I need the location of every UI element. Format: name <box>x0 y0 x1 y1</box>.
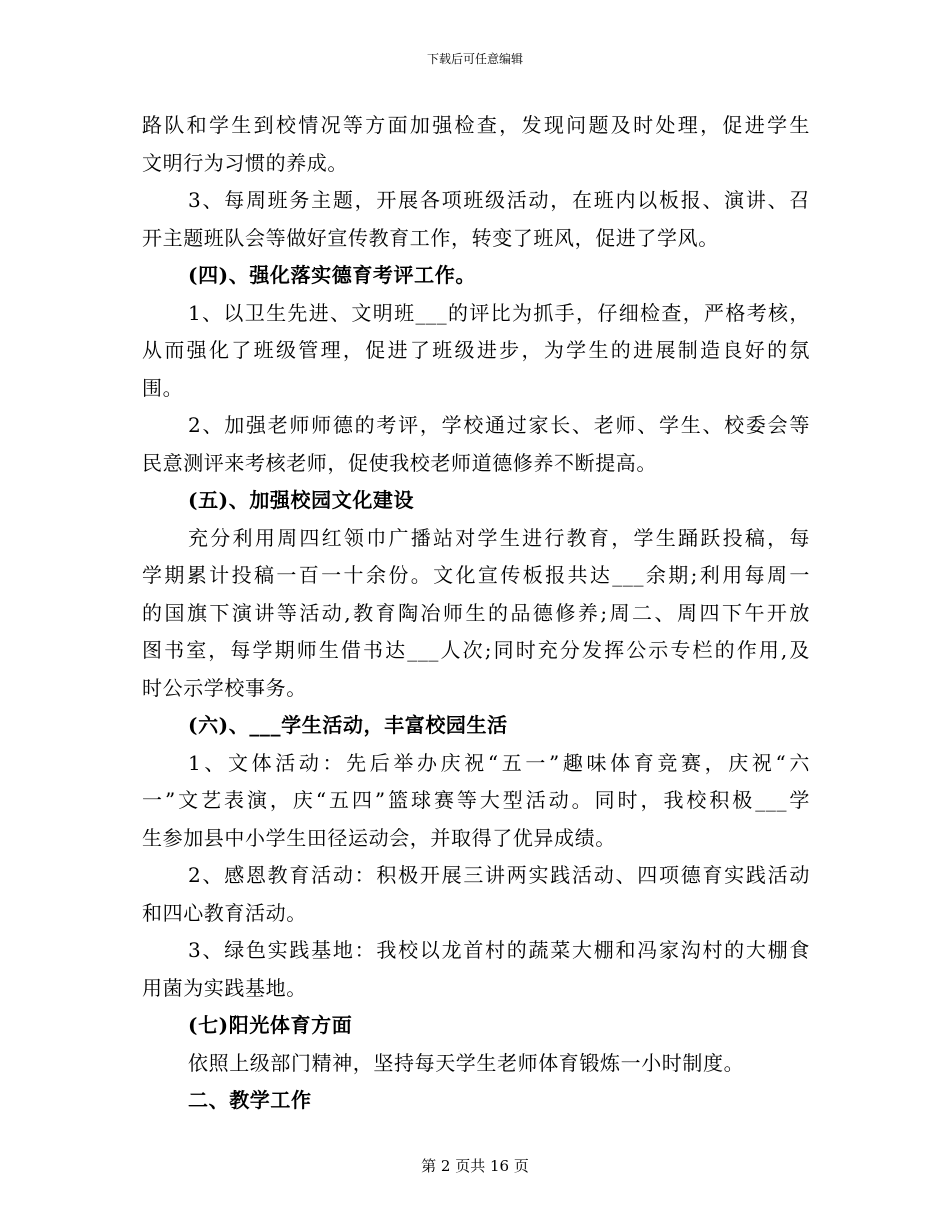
body-line: 1、文体活动：先后举办庆祝“五一”趣味体育竞赛，庆祝“六 <box>188 750 810 775</box>
body-line: 文明行为习惯的养成。 <box>142 150 348 175</box>
body-line: 2、感恩教育活动：积极开展三讲两实践活动、四项德育实践活动 <box>188 863 810 887</box>
body-line: 和四心教育活动。 <box>142 900 307 925</box>
page-header: 下载后可任意编辑 <box>426 52 523 66</box>
body-line: 充分利用周四红领巾广播站对学生进行教育，学生踊跃投稿，每 <box>188 525 810 550</box>
body-line: 用菌为实践基地。 <box>142 975 307 1000</box>
body-line: 围。 <box>142 375 184 400</box>
body-line: 的国旗下演讲等活动,教育陶冶师生的品德修养;周二、周四下午开放 <box>142 600 810 625</box>
body-line: 一”文艺表演，庆“五四”篮球赛等大型活动。同时，我校积极___学 <box>142 788 810 812</box>
body-line: 3、绿色实践基地：我校以龙首村的蔬菜大棚和冯家沟村的大棚食 <box>188 938 810 962</box>
body-line: 开主题班队会等做好宣传教育工作，转变了班风，促进了学风。 <box>142 225 719 250</box>
body-line: 民意测评来考核老师，促使我校老师道德修养不断提高。 <box>142 450 657 475</box>
body-line: 依照上级部门精神，坚持每天学生老师体育锻炼一小时制度。 <box>188 1050 745 1075</box>
body-line: 时公示学校事务。 <box>142 675 307 700</box>
section-heading: (六)、___学生活动，丰富校园生活 <box>188 713 508 737</box>
body-line: 学期累计投稿一百一十余份。文化宣传板报共达___余期;利用每周一 <box>142 563 810 587</box>
document-body <box>142 107 810 1120</box>
body-line: 从而强化了班级管理，促进了班级进步，为学生的进展制造良好的氛 <box>142 338 810 362</box>
body-line: 3、每周班务主题，开展各项班级活动，在班内以板报、演讲、召 <box>188 188 810 212</box>
chapter-heading: 二、教学工作 <box>188 1088 312 1112</box>
body-line: 图书室，每学期师生借书达___人次;同时充分发挥公示专栏的作用,及 <box>142 638 810 662</box>
section-heading: (五)、加强校园文化建设 <box>188 488 415 512</box>
section-heading: (四)、强化落实德育考评工作。 <box>188 263 476 287</box>
body-line: 1、以卫生先进、文明班___的评比为抓手，仔细检查，严格考核， <box>188 300 810 325</box>
page-footer: 第 2 页共 16 页 <box>421 1157 529 1175</box>
body-line: 路队和学生到校情况等方面加强检查，发现问题及时处理，促进学生 <box>142 113 810 137</box>
section-heading: (七)阳光体育方面 <box>188 1013 353 1037</box>
body-line: 生参加县中小学生田径运动会，并取得了优异成绩。 <box>142 825 616 850</box>
body-line: 2、加强老师师德的考评，学校通过家长、老师、学生、校委会等 <box>188 413 810 437</box>
